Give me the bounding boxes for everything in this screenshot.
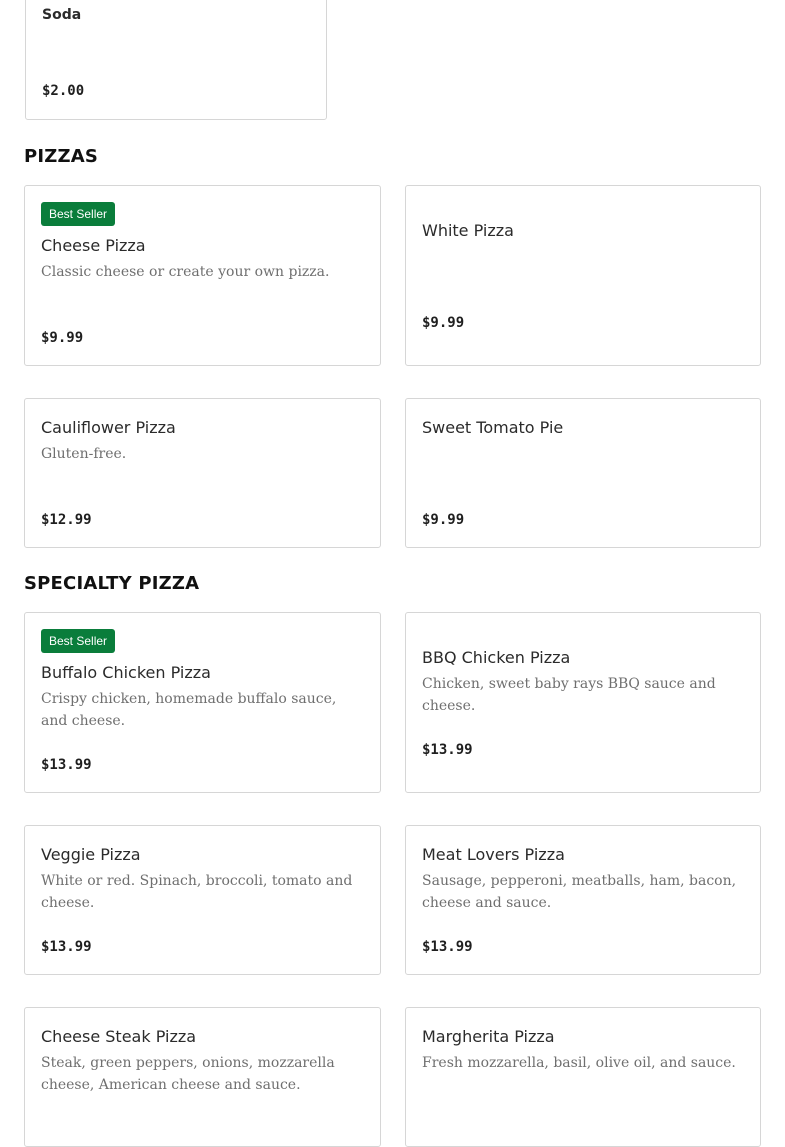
menu-item-name: Sweet Tomato Pie bbox=[422, 418, 564, 437]
section-title-specialty-pizza: SPECIALTY PIZZA bbox=[24, 573, 200, 594]
menu-item-name: Margherita Pizza bbox=[422, 1027, 555, 1046]
menu-item-card-cheese-steak-pizza[interactable] bbox=[24, 1007, 381, 1147]
menu-item-name: Meat Lovers Pizza bbox=[422, 845, 565, 864]
menu-item-description: Fresh mozzarella, basil, olive oil, and sauce. bbox=[422, 1055, 736, 1071]
menu-item-name: BBQ Chicken Pizza bbox=[422, 648, 571, 667]
menu-item-price: $13.99 bbox=[41, 939, 92, 955]
menu-item-card-bbq-chicken-pizza[interactable] bbox=[405, 612, 761, 793]
menu-item-price: $13.99 bbox=[422, 939, 473, 955]
menu-item-description: White or red. Spinach, broccoli, tomato and cheese. bbox=[41, 873, 353, 911]
menu-item-name: White Pizza bbox=[422, 221, 514, 240]
menu-item-description: Crispy chicken, homemade buffalo sauce, and cheese. bbox=[41, 691, 337, 729]
menu-item-description: Gluten-free. bbox=[41, 446, 127, 462]
menu-item-card-cheese-pizza[interactable] bbox=[24, 185, 381, 366]
menu-item-card-white-pizza[interactable] bbox=[405, 185, 761, 366]
best-seller-badge: Best Seller bbox=[41, 202, 115, 226]
menu-item-card-meat-lovers-pizza[interactable] bbox=[405, 825, 761, 975]
menu-item-price: $13.99 bbox=[422, 742, 473, 758]
menu-item-description: Sausage, pepperoni, meatballs, ham, bacon, cheese and sauce. bbox=[422, 873, 737, 911]
menu-item-price: $9.99 bbox=[422, 315, 465, 331]
menu-item-card-margherita-pizza[interactable] bbox=[405, 1007, 761, 1147]
menu-item-description: Chicken, sweet baby rays BBQ sauce and cheese. bbox=[422, 676, 716, 714]
menu-item-name: Cheese Pizza bbox=[41, 236, 146, 255]
menu-item-name: Soda bbox=[42, 7, 82, 23]
menu-item-price: $13.99 bbox=[41, 757, 92, 773]
menu-item-card-sweet-tomato-pie[interactable] bbox=[405, 398, 761, 548]
menu-item-price: $9.99 bbox=[41, 330, 84, 346]
menu-item-name: Buffalo Chicken Pizza bbox=[41, 663, 211, 682]
menu-item-description: Steak, green peppers, onions, mozzarella cheese, American cheese and sauce. bbox=[41, 1055, 335, 1093]
section-title-pizzas: PIZZAS bbox=[24, 146, 99, 167]
menu-item-price: $2.00 bbox=[42, 83, 85, 99]
menu-item-name: Cauliflower Pizza bbox=[41, 418, 176, 437]
menu-item-card-veggie-pizza[interactable] bbox=[24, 825, 381, 975]
menu-item-price: $12.99 bbox=[41, 512, 92, 528]
menu-item-card-cauliflower-pizza[interactable] bbox=[24, 398, 381, 548]
menu-item-name: Veggie Pizza bbox=[41, 845, 141, 864]
menu-item-description: Classic cheese or create your own pizza. bbox=[41, 264, 330, 280]
menu-item-card-buffalo-chicken-pizza[interactable] bbox=[24, 612, 381, 793]
menu-item-price: $9.99 bbox=[422, 512, 465, 528]
menu-item-name: Cheese Steak Pizza bbox=[41, 1027, 197, 1046]
menu-item-card-soda[interactable] bbox=[25, 0, 327, 120]
best-seller-badge: Best Seller bbox=[41, 629, 115, 653]
